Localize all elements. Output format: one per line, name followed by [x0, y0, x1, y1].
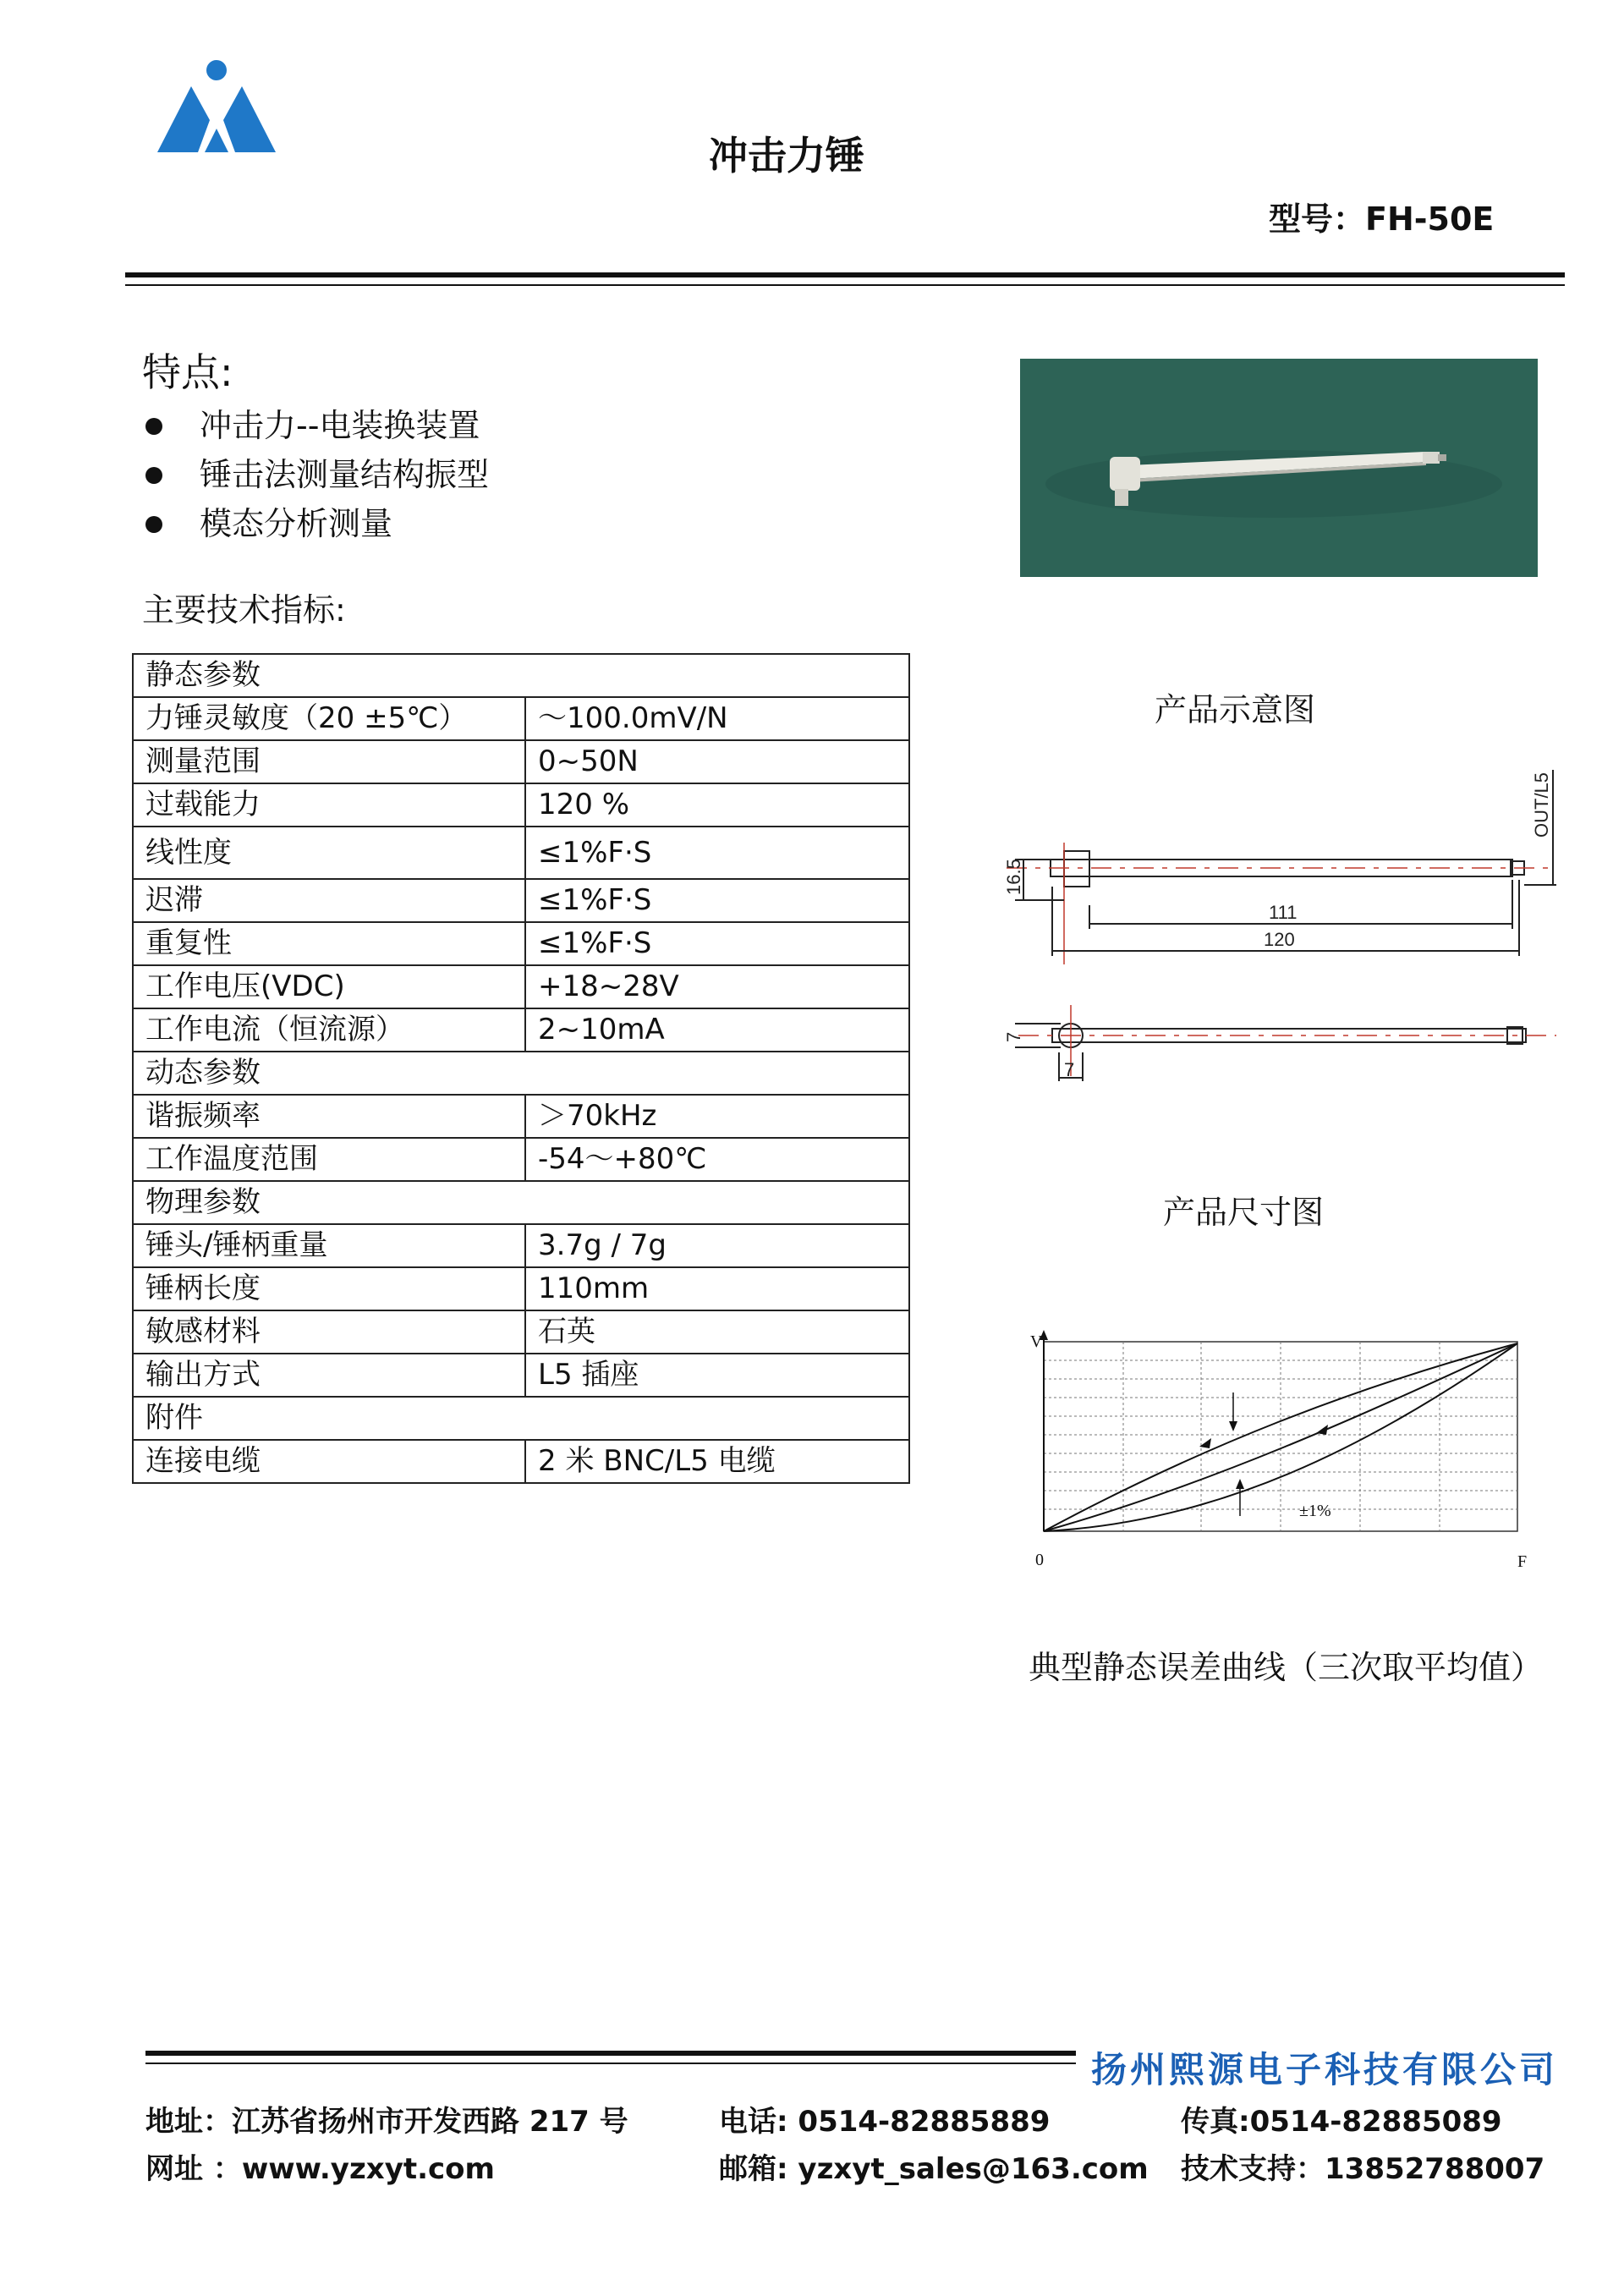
- spec-label: 过载能力: [133, 783, 525, 827]
- spec-value: 110mm: [525, 1267, 909, 1310]
- table-row: [133, 1354, 909, 1397]
- bullet-icon: [145, 418, 162, 435]
- spec-value: 120 %: [525, 783, 909, 827]
- footer-divider-thick: [145, 2051, 1076, 2056]
- footer-phone: 电话: 0514-82885889: [719, 2105, 1051, 2139]
- spec-value: ≤1%F·S: [525, 879, 909, 922]
- table-row: [133, 1008, 909, 1052]
- spec-value: 0~50N: [525, 740, 909, 783]
- spec-label: 敏感材料: [133, 1310, 525, 1354]
- table-row: [133, 1224, 909, 1267]
- spec-label: 工作电流（恒流源）: [133, 1008, 525, 1052]
- spec-label: 锤柄长度: [133, 1267, 525, 1310]
- dim-label: 111: [1269, 902, 1298, 923]
- origin-label: 0: [1035, 1551, 1044, 1569]
- table-section-row: [133, 1397, 909, 1440]
- dimension-caption: 产品尺寸图: [1162, 1194, 1324, 1231]
- direction-arrow-icon: [1316, 1425, 1328, 1435]
- bullet-icon: [145, 467, 162, 484]
- dim-label: 120: [1264, 929, 1295, 950]
- spec-label: 工作温度范围: [133, 1138, 525, 1181]
- spec-value: +18~28V: [525, 965, 909, 1008]
- table-row: [133, 965, 909, 1008]
- footer-support: 技术支持：13852788007: [1181, 2152, 1545, 2186]
- specs-heading: 主要技术指标:: [142, 591, 346, 629]
- table-row: [133, 827, 909, 879]
- section-cell: 静态参数: [133, 654, 909, 697]
- model-number: 型号：FH-50E: [1269, 200, 1495, 238]
- lower-curve: [1044, 1343, 1517, 1531]
- dim-label: OUT/L5: [1531, 772, 1552, 838]
- company-name: 扬州熙源电子科技有限公司: [1091, 2049, 1559, 2090]
- arrow-down-icon: [1229, 1421, 1237, 1431]
- table-row: [133, 783, 909, 827]
- section-cell: 附件: [133, 1397, 909, 1440]
- footer-divider-thin: [145, 2063, 1076, 2064]
- table-row: [133, 1440, 909, 1483]
- footer-email[interactable]: 邮箱: yzxyt_sales@163.com: [719, 2152, 1149, 2186]
- spec-label: 力锤灵敏度（20 ±5℃）: [133, 697, 525, 740]
- section-cell: 物理参数: [133, 1181, 909, 1224]
- hammer-head-side: [1064, 851, 1089, 887]
- feature-item: 锤击法测量结构振型: [142, 450, 489, 499]
- spec-label: 工作电压(VDC): [133, 965, 525, 1008]
- feature-item: 模态分析测量: [142, 499, 489, 548]
- table-section-row: [133, 654, 909, 697]
- bullet-icon: [145, 516, 162, 533]
- table-section-row: [133, 1052, 909, 1095]
- features-heading: 特点:: [142, 349, 233, 395]
- header-divider-thick: [125, 272, 1565, 277]
- spec-value: ～100.0mV/N: [525, 697, 909, 740]
- schematic-caption: 产品示意图: [1154, 691, 1315, 728]
- spec-value: ≤1%F·S: [525, 827, 909, 879]
- dim-label: 7: [1064, 1059, 1075, 1080]
- gridlines: [1044, 1342, 1517, 1531]
- arrow-up-icon: [1236, 1479, 1244, 1489]
- footer-fax: 传真:0514-82885089: [1181, 2105, 1502, 2139]
- curve-caption: 典型静态误差曲线（三次取平均值）: [1028, 1649, 1543, 1686]
- plot-frame: [1044, 1342, 1517, 1531]
- table-row: [133, 879, 909, 922]
- table-row: [133, 1138, 909, 1181]
- dim-label: 7: [1003, 1031, 1024, 1042]
- spec-value: 3.7g / 7g: [525, 1224, 909, 1267]
- spec-value: ＞70kHz: [525, 1095, 909, 1138]
- section-cell: 动态参数: [133, 1052, 909, 1095]
- dimension-drawing: [981, 744, 1573, 1117]
- dim-label: 16.5: [1003, 859, 1024, 895]
- spec-label: 谐振频率: [133, 1095, 525, 1138]
- table-row: [133, 1095, 909, 1138]
- spec-value: L5 插座: [525, 1354, 909, 1397]
- spec-label: 重复性: [133, 922, 525, 965]
- feature-item: 冲击力--电装换装置: [142, 401, 489, 450]
- x-axis-label: F: [1517, 1552, 1528, 1571]
- spec-label: 输出方式: [133, 1354, 525, 1397]
- spec-label: 线性度: [133, 827, 525, 879]
- header-divider-thin: [125, 284, 1565, 286]
- page-title: 冲击力锤: [709, 133, 864, 179]
- upper-curve: [1044, 1343, 1517, 1531]
- footer-address: 地址：江苏省扬州市开发西路 217 号: [145, 2105, 628, 2139]
- product-photo: [1020, 359, 1538, 577]
- table-row: [133, 697, 909, 740]
- hammer-illustration: [1020, 359, 1538, 577]
- spec-label: 连接电缆: [133, 1440, 525, 1483]
- spec-label: 测量范围: [133, 740, 525, 783]
- tolerance-label: ±1%: [1299, 1502, 1331, 1520]
- error-curve-diagram: [1007, 1328, 1548, 1599]
- table-section-row: [133, 1181, 909, 1224]
- spec-value: ≤1%F·S: [525, 922, 909, 965]
- footer-website[interactable]: 网址 ：www.yzxyt.com: [145, 2152, 495, 2186]
- y-axis-label: V: [1030, 1332, 1043, 1351]
- features-list: [142, 401, 489, 548]
- spec-label: 迟滞: [133, 879, 525, 922]
- spec-table: [132, 653, 910, 1484]
- table-row: [133, 922, 909, 965]
- table-row: [133, 1310, 909, 1354]
- table-row: [133, 1267, 909, 1310]
- spec-value: 2 米 BNC/L5 电缆: [525, 1440, 909, 1483]
- spec-value: 2~10mA: [525, 1008, 909, 1052]
- spec-label: 锤头/锤柄重量: [133, 1224, 525, 1267]
- spec-value: 石英: [525, 1310, 909, 1354]
- mean-curve: [1044, 1343, 1517, 1531]
- table-row: [133, 740, 909, 783]
- spec-value: -54～+80℃: [525, 1138, 909, 1181]
